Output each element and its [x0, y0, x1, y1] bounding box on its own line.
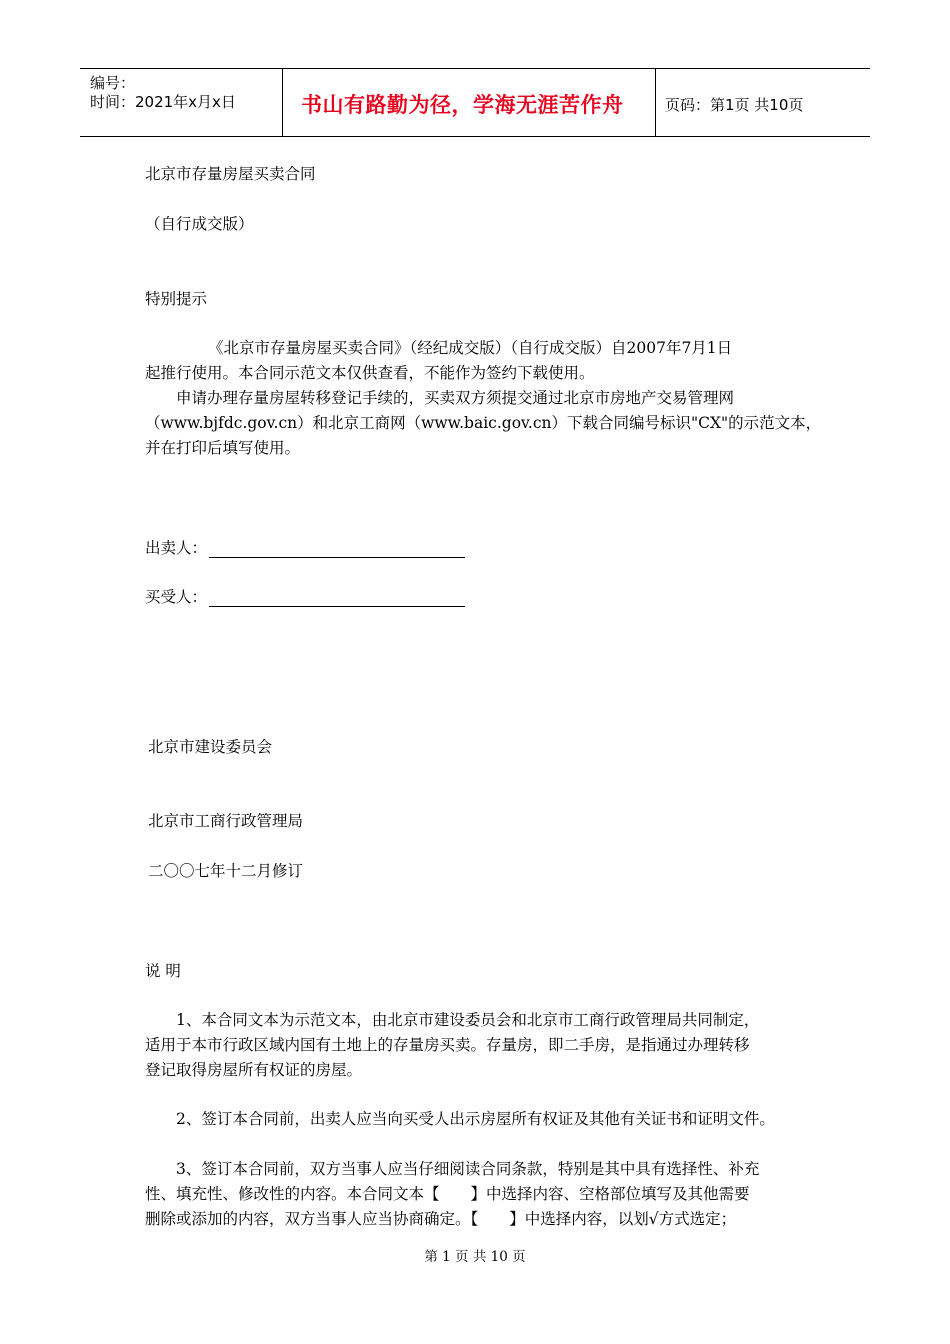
header-page-cell [655, 69, 870, 136]
explanation-item-1-line-2: 适用于本市行政区域内国有土地上的存量房买卖。存量房，即二手房，是指通过办理转移 [145, 1036, 750, 1054]
page-header [80, 68, 870, 137]
explanation-item-3-line-3: 删除或添加的内容，双方当事人应当协商确定。【 】中选择内容，以划√方式选定； [145, 1210, 737, 1228]
document-time-label: 时间：2021年x月x日 [90, 93, 236, 111]
explanation-item-1-line-1: 1、本合同文本为示范文本，由北京市建设委员会和北京市工商行政管理局共同制定， [176, 1011, 760, 1029]
explanation-heading: 说 明 [145, 962, 181, 980]
header-left-cell [80, 69, 282, 136]
seller-row [145, 536, 465, 558]
seller-blank-line[interactable] [209, 541, 465, 558]
issuer-industry-commerce-bureau: 北京市工商行政管理局 [148, 812, 304, 830]
notice-paragraph-1-line-1: 《北京市存量房屋买卖合同》（经纪成交版）（自行成交版）自2007年7月1日 [208, 339, 733, 357]
revision-date: 二〇〇七年十二月修订 [148, 862, 304, 880]
notice-paragraph-2-line-1: 申请办理存量房屋转移登记手续的，买卖双方须提交通过北京市房地产交易管理网 [176, 389, 735, 407]
contract-subtitle: （自行成交版） [145, 215, 254, 233]
notice-paragraph-1-line-2: 起推行使用。本合同示范文本仅供查看，不能作为签约下载使用。 [145, 364, 595, 382]
notice-heading: 特别提示 [145, 290, 208, 308]
page-footer: 第 1 页 共 10 页 [424, 1249, 526, 1265]
notice-paragraph-2-line-2: （www.bjfdc.gov.cn）和北京工商网（www.baic.gov.cn）下载合同编号标识"CX"的示范文本， [145, 414, 822, 432]
notice-paragraph-2-line-3: 并在打印后填写使用。 [145, 439, 301, 457]
header-motto: 书山有路勤为径，学海无涯苦作舟 [301, 93, 624, 117]
document-number-label: 编号： [90, 74, 136, 92]
explanation-item-2-line-1: 2、签订本合同前，出卖人应当向买受人出示房屋所有权证及其他有关证书和证明文件。 [176, 1110, 775, 1128]
seller-label: 出卖人： [145, 539, 208, 557]
buyer-row [145, 585, 465, 607]
explanation-item-1-line-3: 登记取得房屋所有权证的房屋。 [145, 1061, 363, 1079]
explanation-item-3-line-2: 性、填充性、修改性的内容。本合同文本【 】中选择内容、空格部位填写及其他需要 [145, 1185, 750, 1203]
contract-title: 北京市存量房屋买卖合同 [145, 165, 316, 183]
buyer-label: 买受人： [145, 588, 208, 606]
explanation-item-3-line-1: 3、签订本合同前，双方当事人应当仔细阅读合同条款，特别是其中具有选择性、补充 [176, 1160, 760, 1178]
header-motto-cell [282, 69, 656, 136]
header-page-info: 页码：第1页 共10页 [665, 96, 804, 114]
issuer-construction-committee: 北京市建设委员会 [148, 738, 273, 756]
buyer-blank-line[interactable] [209, 590, 465, 607]
